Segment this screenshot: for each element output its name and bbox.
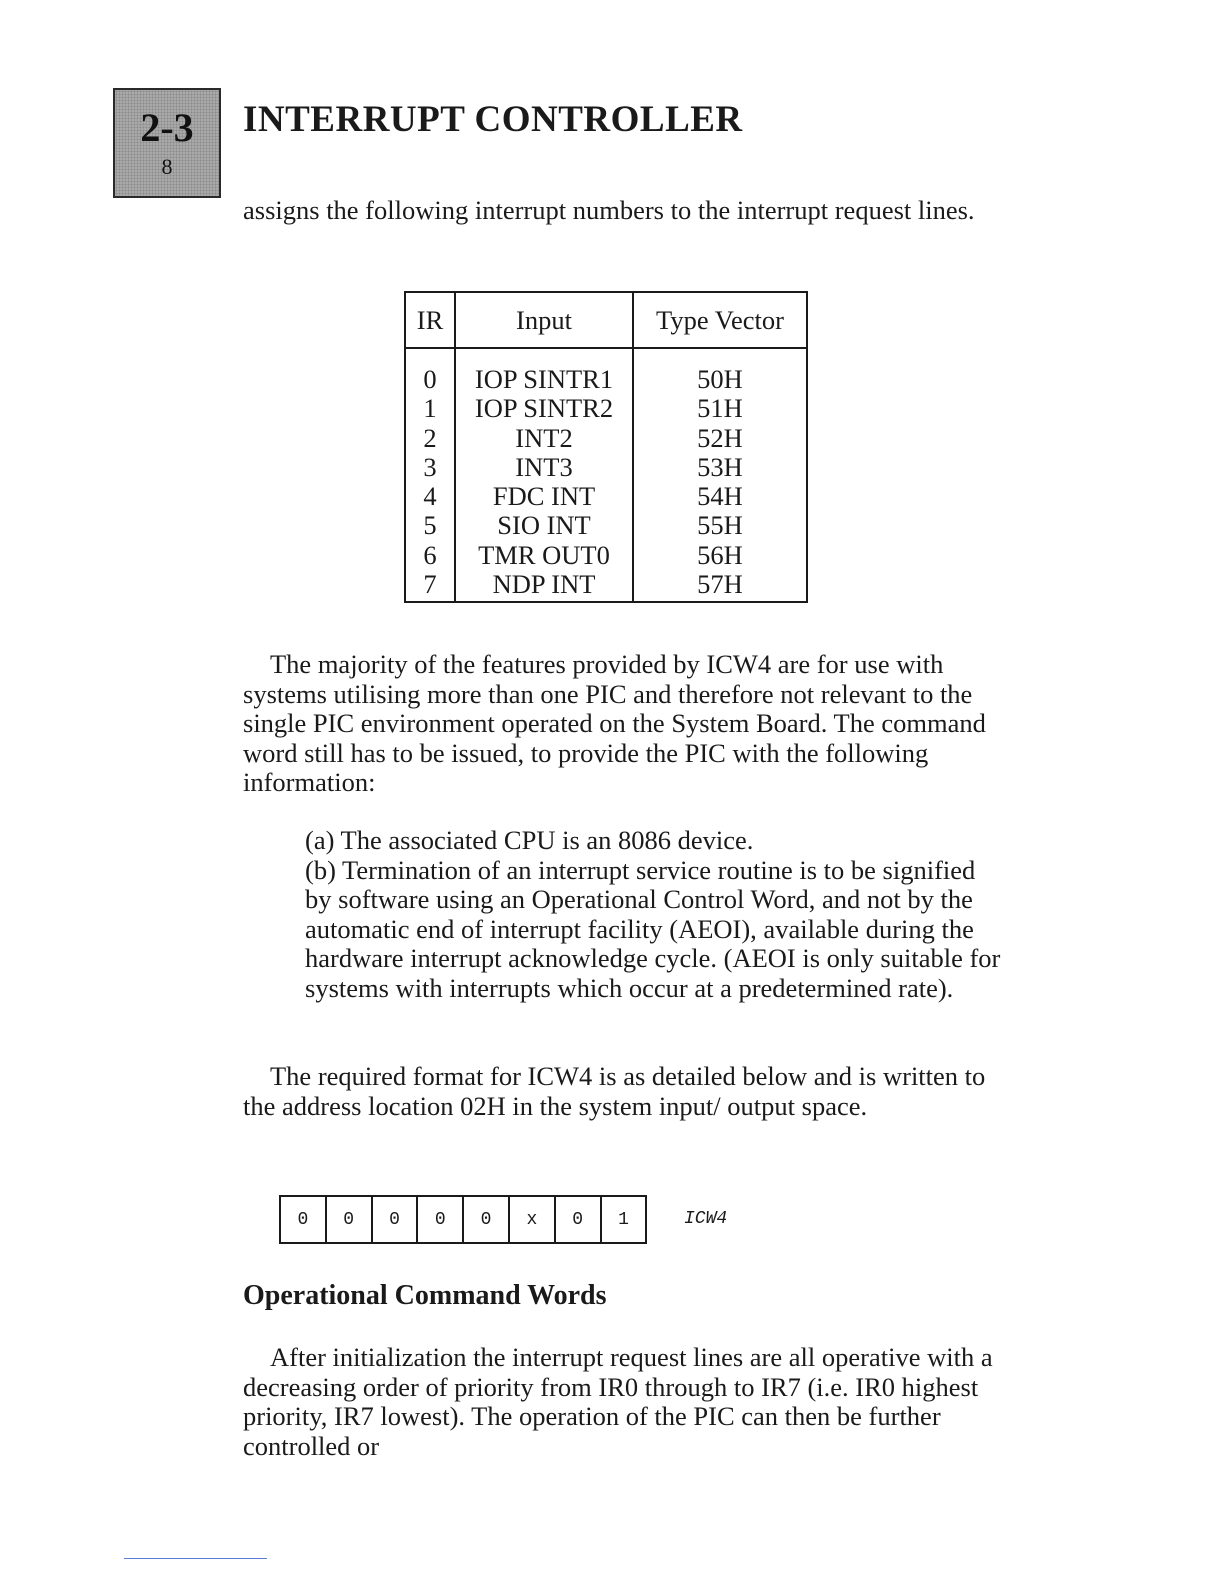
cell-ir: 7 bbox=[405, 570, 455, 602]
header-ir: IR bbox=[405, 292, 455, 348]
list-item-b: (b) Termination of an interrupt service routine is to be signified by software using an Operational Control Word, and not by the automatic end of interrupt facility (AEOI), available during the hardware interrupt acknowledge cycle. (AEOI is only suitable for systems with interrupts which occur at a predetermined rate). bbox=[305, 854, 1001, 1003]
bit-cell: 1 bbox=[600, 1197, 646, 1242]
table-row bbox=[405, 348, 807, 394]
cell-input: TMR OUT0 bbox=[455, 541, 633, 570]
icw4-label: ICW4 bbox=[684, 1209, 728, 1229]
table-row bbox=[405, 570, 807, 602]
cell-ir: 4 bbox=[405, 482, 455, 511]
interrupt-table bbox=[404, 291, 808, 603]
cell-ir: 6 bbox=[405, 541, 455, 570]
cell-input: INT3 bbox=[455, 453, 633, 482]
cell-input: NDP INT bbox=[455, 570, 633, 602]
table-row bbox=[405, 453, 807, 482]
cell-input: IOP SINTR2 bbox=[455, 394, 633, 423]
cell-input: IOP SINTR1 bbox=[455, 348, 633, 394]
cell-vector: 51H bbox=[633, 394, 807, 423]
page-title: INTERRUPT CONTROLLER bbox=[243, 99, 743, 140]
intro-paragraph: assigns the following interrupt numbers to the interrupt request lines. bbox=[243, 195, 975, 225]
information-list bbox=[305, 826, 1005, 1003]
cell-vector: 52H bbox=[633, 424, 807, 453]
header-input: Input bbox=[455, 292, 633, 348]
list-item-a: (a) The associated CPU is an 8086 device. bbox=[305, 825, 754, 855]
ocw-paragraph: After initialization the interrupt request lines are all operative with a decreasing order of priority from IR0 through to IR7 (i.e. IR0 highest priority, IR7 lowest). The operation of the PIC can then be further controlled or bbox=[243, 1342, 993, 1461]
cell-input: SIO INT bbox=[455, 511, 633, 540]
table-header-row bbox=[405, 292, 807, 348]
footer-divider bbox=[124, 1558, 267, 1559]
bit-cell: 0 bbox=[371, 1197, 417, 1242]
bit-cell: x bbox=[508, 1197, 554, 1242]
section-subnumber: 8 bbox=[161, 154, 173, 179]
cell-ir: 2 bbox=[405, 424, 455, 453]
cell-ir: 1 bbox=[405, 394, 455, 423]
cell-vector: 55H bbox=[633, 511, 807, 540]
section-heading: Operational Command Words bbox=[243, 1280, 607, 1311]
cell-ir: 5 bbox=[405, 511, 455, 540]
cell-vector: 57H bbox=[633, 570, 807, 602]
cell-input: INT2 bbox=[455, 424, 633, 453]
icw4-paragraph: The majority of the features provided by ICW4 are for use with systems utilising more than one PIC and therefore not relevant to the single PIC environment operated on the System Board. The command word still has to be issued, to provide the PIC with the following information: bbox=[243, 649, 986, 797]
table-row bbox=[405, 394, 807, 423]
header-type-vector: Type Vector bbox=[633, 292, 807, 348]
cell-vector: 50H bbox=[633, 348, 807, 394]
bit-cell: 0 bbox=[462, 1197, 508, 1242]
cell-vector: 56H bbox=[633, 541, 807, 570]
bit-cell: 0 bbox=[325, 1197, 371, 1242]
cell-vector: 54H bbox=[633, 482, 807, 511]
section-tab bbox=[113, 88, 221, 198]
bit-cell: 0 bbox=[416, 1197, 462, 1242]
bit-cell: 0 bbox=[554, 1197, 600, 1242]
cell-ir: 3 bbox=[405, 453, 455, 482]
table-row bbox=[405, 541, 807, 570]
format-paragraph: The required format for ICW4 is as detailed below and is written to the address location 02H in the system input/ output space. bbox=[243, 1061, 986, 1121]
table-row bbox=[405, 424, 807, 453]
cell-input: FDC INT bbox=[455, 482, 633, 511]
table-row bbox=[405, 482, 807, 511]
table-row bbox=[405, 511, 807, 540]
section-number: 2-3 bbox=[140, 105, 194, 150]
cell-ir: 0 bbox=[405, 348, 455, 394]
icw4-bit-diagram bbox=[279, 1195, 647, 1244]
cell-vector: 53H bbox=[633, 453, 807, 482]
bit-cell: 0 bbox=[297, 1209, 309, 1230]
